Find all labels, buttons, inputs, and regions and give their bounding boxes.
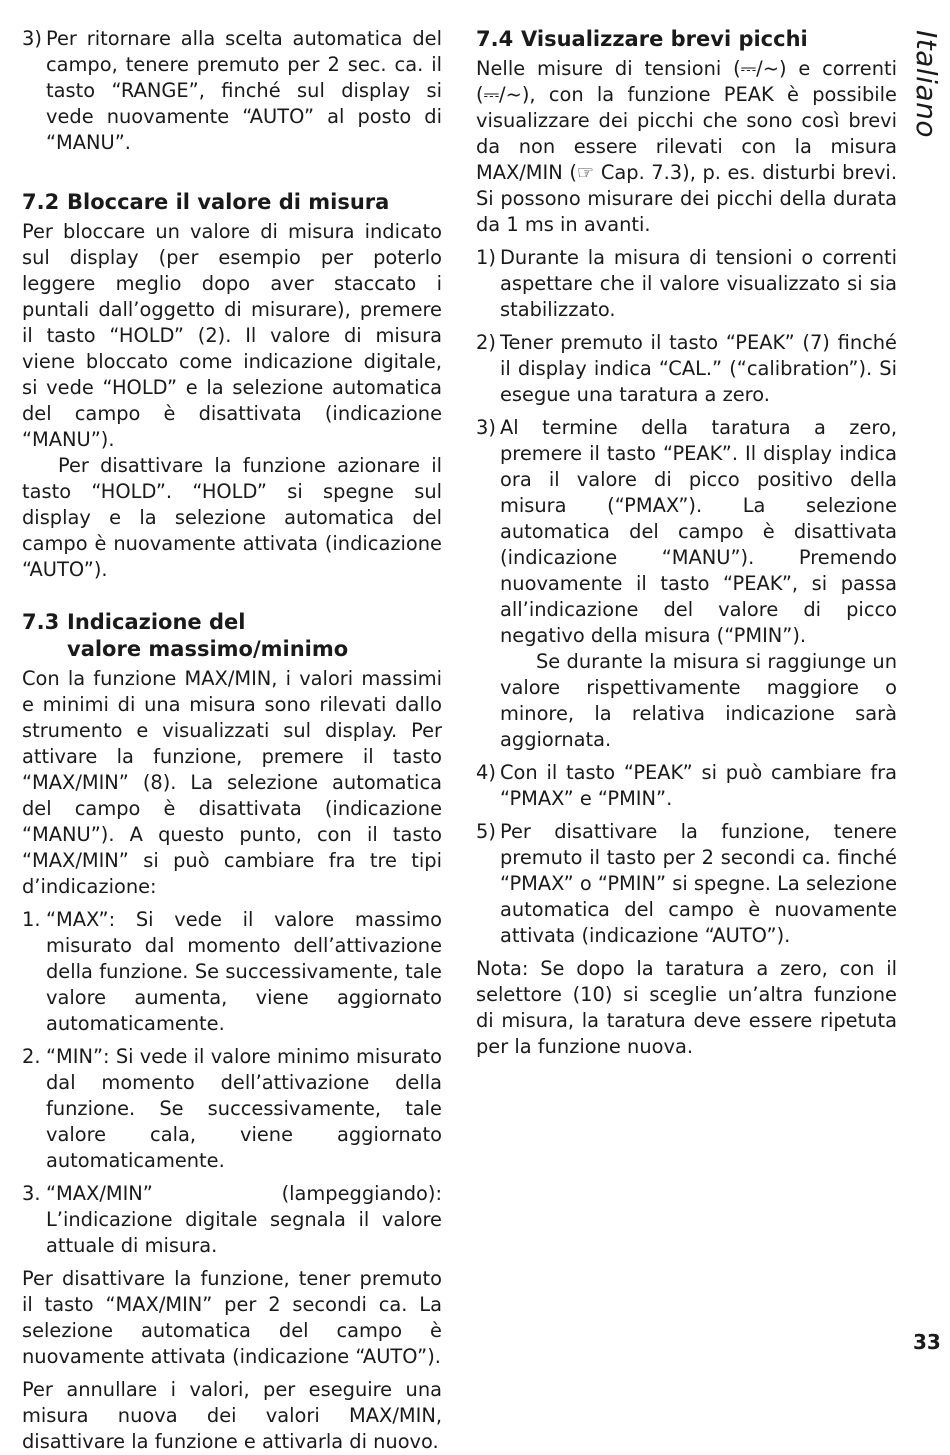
- list-item-text: “MAX”: Si vede il valore massimo misurato dal momento dell’attivazione della funzione. Se successivamente, tale valore aumenta, viene aggiornato automaticamente.: [46, 908, 442, 1035]
- section-heading-7-3: [22, 609, 442, 663]
- list-item: [476, 415, 897, 753]
- list-item: [22, 26, 442, 156]
- section-title-line: valore massimo/minimo: [67, 637, 349, 661]
- list-item: [22, 1181, 442, 1259]
- section-number: 7.4: [476, 27, 514, 51]
- paragraph: Con la funzione MAX/MIN, i valori massimi e minimi di una misura sono rilevati dallo strumento e visualizzati sul display. Per attivare la funzione, premere il tasto “MAX/MIN” (8). La selezione automatica del campo è disattivata (indicazione “MANU”). A questo punto, con il tasto “MAX/MIN” si può cambiare fra tre tipi d’indicazione:: [22, 667, 442, 898]
- list-item-text: Per disattivare la funzione, tenere premuto il tasto per 2 secondi ca. finché “PMAX” o “PMIN” si spegne. La selezione automatica del campo è nuovamente attivata (indicazione “AUTO”).: [500, 820, 897, 947]
- list-item: [476, 819, 897, 949]
- list-item-label: 3): [22, 27, 42, 50]
- paragraph: Nelle misure di tensioni (⎓/~) e correnti (⎓/~), con la funzione PEAK è possibile visualizzare dei picchi che sono così brevi da non essere rilevati con la misura MAX/MIN (☞ Cap. 7.3), p. es. disturbi brevi. Si possono misurare dei picchi della durata da 1 ms in avanti.: [476, 57, 897, 236]
- section-title: Visualizzare brevi picchi: [521, 27, 808, 51]
- language-tab: Italiano: [910, 30, 943, 138]
- list-item-text: Con il tasto “PEAK” si può cambiare fra “PMAX” e “PMIN”.: [500, 761, 897, 810]
- section-title: [67, 609, 442, 663]
- paragraph: Per annullare i valori, per eseguire una misura nuova dei valori MAX/MIN, disattivare la funzione e attivarla di nuovo.: [22, 1378, 442, 1453]
- paragraph: Per disattivare la funzione, tener premuto il tasto “MAX/MIN” per 2 secondi ca. La selezione automatica del campo è nuovamente attivata (indicazione “AUTO”).: [22, 1267, 442, 1368]
- list-item-text: Durante la misura di tensioni o correnti aspettare che il valore visualizzato si sia stabilizzato.: [500, 246, 897, 321]
- section-title: Bloccare il valore di misura: [67, 190, 390, 214]
- list-item-text: Per ritornare alla scelta automatica del campo, tenere premuto per 2 sec. ca. il tasto “RANGE”, finché sul display si vede nuovamente “AUTO” al posto di “MANU”.: [46, 27, 442, 154]
- list-item-text: “MAX/MIN” (lampeggiando): L’indicazione digitale segnala il valore attuale di misura.: [46, 1182, 442, 1257]
- list-item-label: 1.: [22, 908, 41, 931]
- section-number: 7.3: [22, 610, 60, 634]
- list-item: [22, 1044, 442, 1174]
- paragraph: Per bloccare un valore di misura indicato sul display (per esempio per poterlo leggere meglio dopo aver staccato i puntali dall’oggetto di misurare), premere il tasto “HOLD” (2). Il valore di misura viene bloccato come indicazione digitale, si vede “HOLD” e la selezione automatica del campo è disattivata (indicazione “MANU”).: [22, 220, 442, 451]
- section-number: 7.2: [22, 190, 60, 214]
- page-number: 33: [913, 1330, 941, 1354]
- list-item-text-main: Al termine della taratura a zero, premere il tasto “PEAK”. Il display indica ora il valore di picco positivo della misura (“PMAX”). La selezione automatica del campo è disattivata (indicazione “MANU”). Premendo nuovamente il tasto “PEAK”, si passa all’indicazione del valore di picco negativo della misura (“PMIN”).: [500, 416, 897, 647]
- list-item-text-continued: Se durante la misura si raggiunge un valore rispettivamente maggiore o minore, la relativa indicazione sarà aggiornata.: [500, 650, 897, 751]
- list-item-text: [500, 415, 897, 753]
- paragraph: Per disattivare la funzione azionare il tasto “HOLD”. “HOLD” si spegne sul display e la selezione automatica del campo è nuovamente attivata (indicazione “AUTO”).: [22, 454, 442, 581]
- list-item-label: 2): [476, 331, 496, 354]
- list-item-label: 2.: [22, 1045, 41, 1068]
- list-item-label: 3.: [22, 1182, 41, 1205]
- list-item-label: 5): [476, 820, 496, 843]
- list-item: [476, 245, 897, 323]
- note-paragraph: Nota: Se dopo la taratura a zero, con il selettore (10) si sceglie un’altra funzione di misura, la taratura deve essere ripetuta per la funzione nuova.: [476, 957, 897, 1058]
- list-item-label: 1): [476, 246, 496, 269]
- section-heading-7-4: [476, 26, 897, 53]
- left-column: [22, 26, 442, 1455]
- section-heading-7-2: [22, 189, 442, 216]
- list-item-text: Tener premuto il tasto “PEAK” (7) finché il display indica “CAL.” (“calibration”). Si esegue una taratura a zero.: [500, 331, 897, 406]
- list-item: [22, 907, 442, 1037]
- list-item: [476, 330, 897, 408]
- list-item-text: “MIN”: Si vede il valore minimo misurato dal momento dell’attivazione della funzione. Se successivamente, tale valore cala, viene aggiornato automaticamente.: [46, 1045, 442, 1172]
- right-column: [476, 26, 897, 1060]
- list-item-label: 4): [476, 761, 496, 784]
- section-title-line: Indicazione del: [67, 610, 246, 634]
- list-item-label: 3): [476, 416, 496, 439]
- list-item: [476, 760, 897, 812]
